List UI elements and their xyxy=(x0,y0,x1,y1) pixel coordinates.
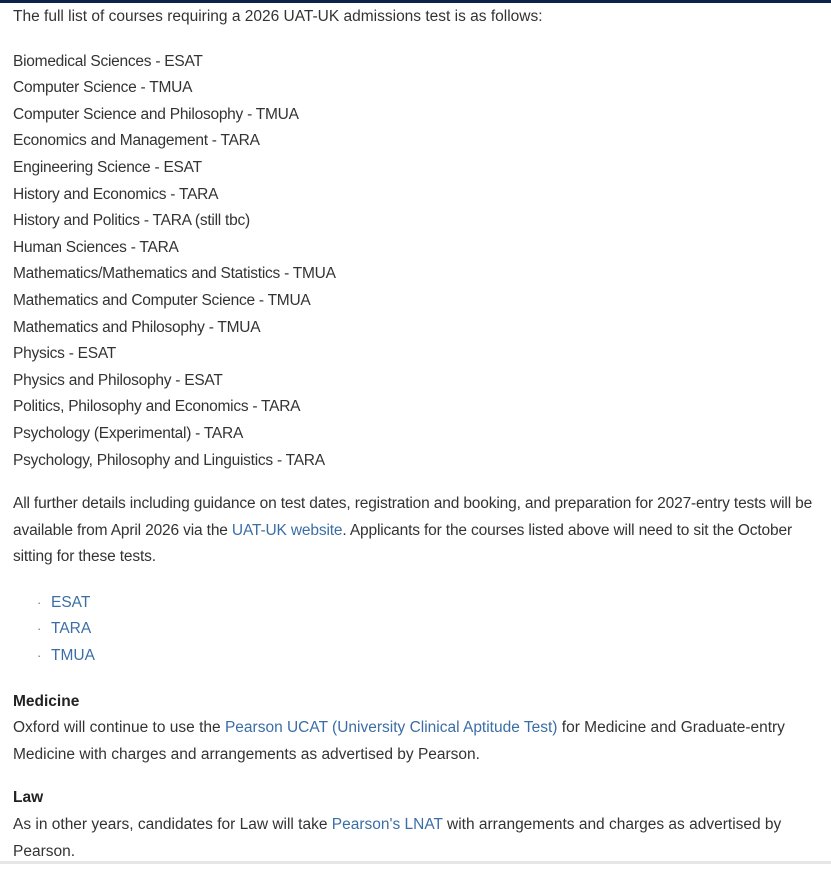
course-item: Psychology, Philosophy and Linguistics - TARA xyxy=(13,451,325,469)
course-item: Physics and Philosophy - ESAT xyxy=(13,371,223,389)
medicine-section xyxy=(13,689,813,769)
test-link-item xyxy=(37,643,813,670)
medicine-heading: Medicine xyxy=(13,692,80,710)
uat-uk-website-link[interactable]: UAT-UK website xyxy=(231,521,343,539)
tmua-link[interactable]: TMUA xyxy=(51,647,95,665)
medicine-paragraph xyxy=(13,715,813,768)
course-item: History and Economics - TARA xyxy=(13,185,219,203)
law-heading: Law xyxy=(13,789,44,807)
course-item: Economics and Management - TARA xyxy=(13,132,260,150)
test-link-item xyxy=(37,590,813,617)
medicine-text: for Medicine and Graduate-entry Medicine with charges and arrangements as advertised by Pearson. xyxy=(13,719,785,763)
top-border xyxy=(0,0,831,3)
intro-text: The full list of courses requiring a 2026 UAT-UK admissions test is as follows: xyxy=(13,8,543,25)
course-item: Computer Science and Philosophy - TMUA xyxy=(13,105,299,123)
course-item: Psychology (Experimental) - TARA xyxy=(13,424,244,442)
course-item: Engineering Science - ESAT xyxy=(13,158,202,176)
course-list xyxy=(13,49,813,475)
law-text: As in other years, candidates for Law will take xyxy=(13,816,332,834)
course-item: History and Politics - TARA (still tbc) xyxy=(13,212,250,230)
bullet-icon: · xyxy=(37,648,42,664)
details-text: . Applicants for the courses listed above will need to sit the October sitting for these tests. xyxy=(13,521,792,566)
bullet-icon: · xyxy=(37,594,42,610)
course-item: Physics - ESAT xyxy=(13,345,117,363)
course-item: Mathematics/Mathematics and Statistics - TMUA xyxy=(13,265,336,283)
details-paragraph xyxy=(13,491,813,571)
course-item: Biomedical Sciences - ESAT xyxy=(13,52,203,70)
pearson-ucat-link[interactable]: Pearson UCAT (University Clinical Aptitude Test) xyxy=(224,719,558,737)
course-item: Politics, Philosophy and Economics - TARA xyxy=(13,398,301,416)
course-item: Mathematics and Computer Science - TMUA xyxy=(13,291,311,309)
law-paragraph xyxy=(13,812,813,865)
article-content xyxy=(13,4,813,882)
law-text: with arrangements and charges as advertised by Pearson. xyxy=(13,816,782,860)
pearson-lnat-link[interactable]: Pearson's LNAT xyxy=(331,816,443,834)
esat-link[interactable]: ESAT xyxy=(51,593,91,611)
test-link-item xyxy=(37,616,813,643)
test-link-list xyxy=(13,590,813,670)
medicine-text: Oxford will continue to use the xyxy=(13,719,225,737)
course-item: Human Sciences - TARA xyxy=(13,238,179,256)
course-item: Mathematics and Philosophy - TMUA xyxy=(13,318,261,336)
law-section xyxy=(13,785,813,865)
tara-link[interactable]: TARA xyxy=(51,620,92,638)
details-text: All further details including guidance on test dates, registration and booking, and preparation for 2027-entry tests will be available from April 2026 via the xyxy=(13,495,813,539)
bullet-icon: · xyxy=(37,621,42,637)
course-item: Computer Science - TMUA xyxy=(13,79,193,97)
